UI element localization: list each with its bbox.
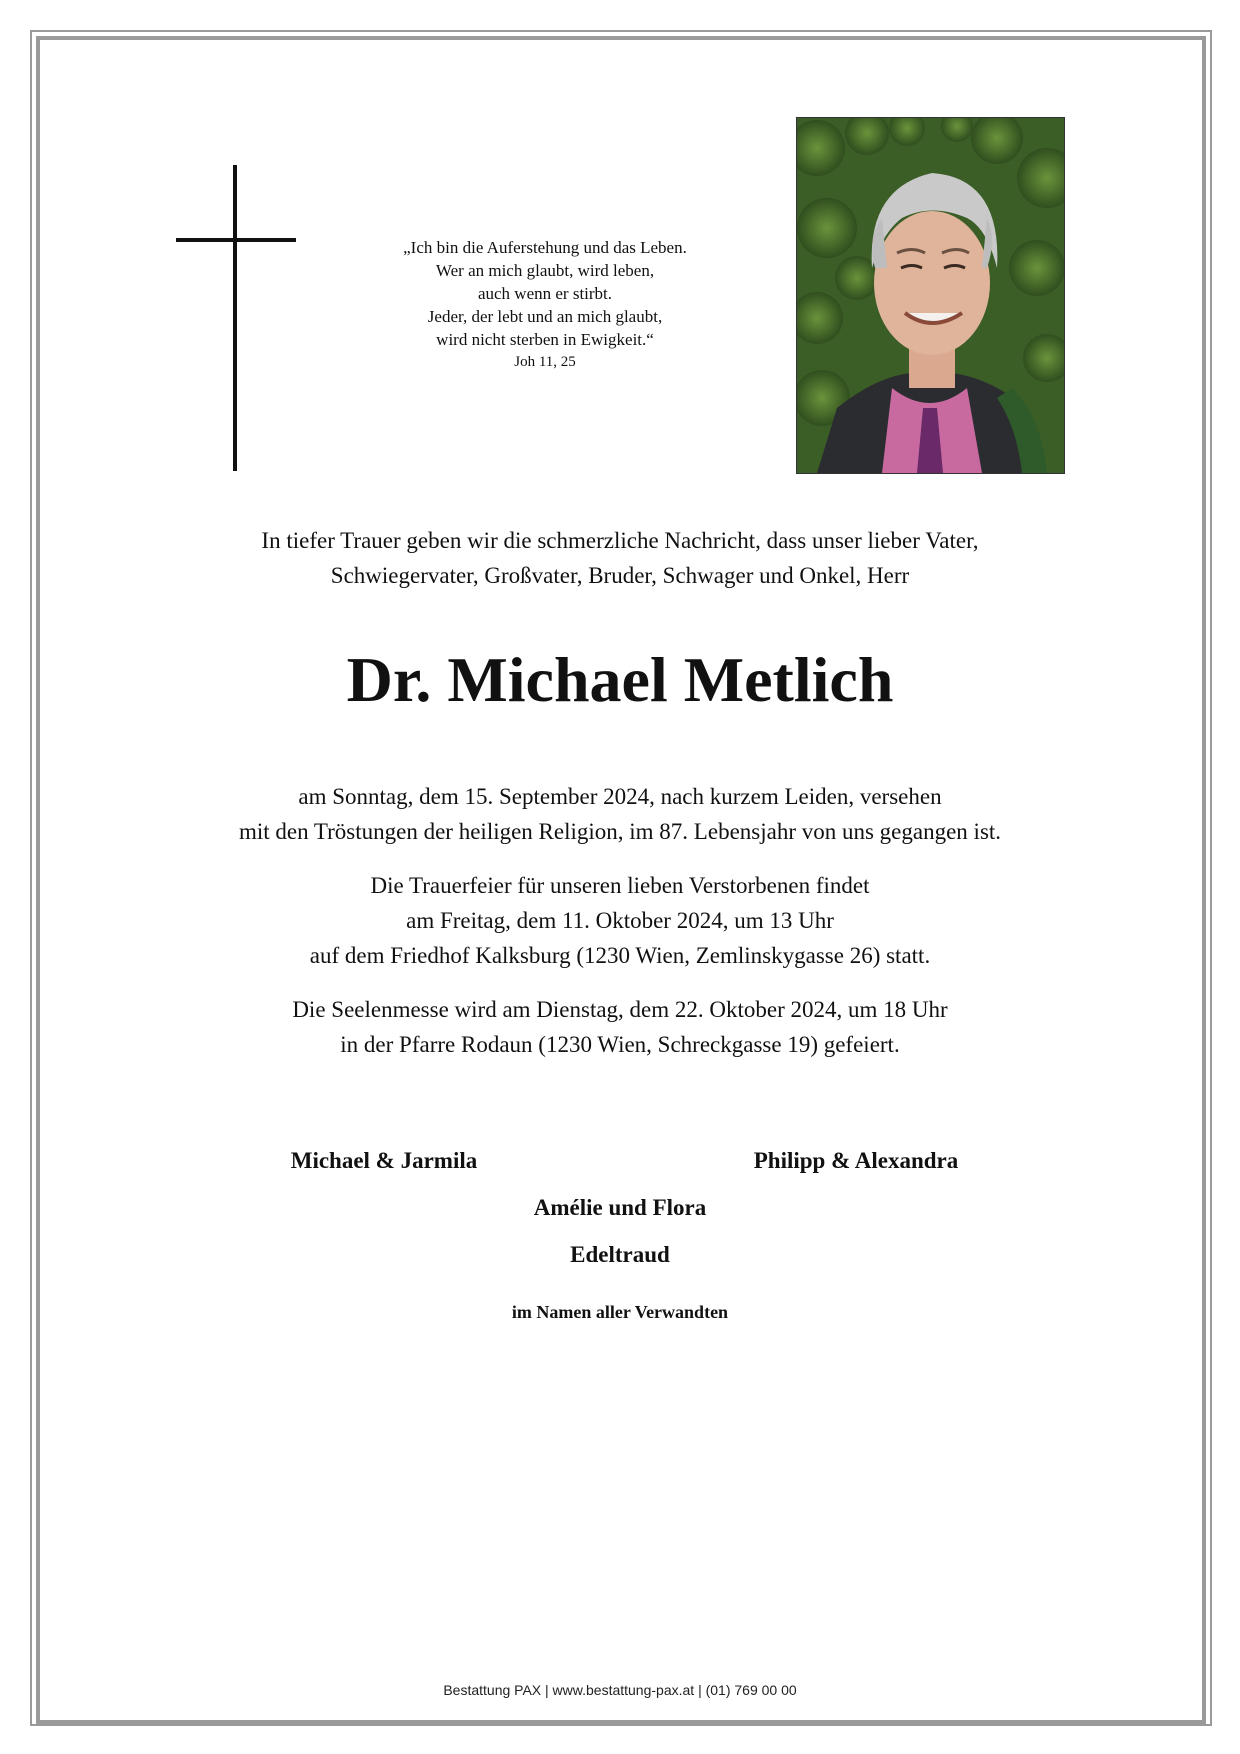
portrait-photo bbox=[796, 117, 1065, 474]
intro-line: Schwiegervater, Großvater, Bruder, Schwager und Onkel, Herr bbox=[330, 563, 910, 588]
death-notice-line: am Sonntag, dem 15. September 2024, nach kurzem Leiden, versehen bbox=[298, 784, 942, 809]
death-notice bbox=[140, 779, 1100, 849]
funeral-line: auf dem Friedhof Kalksburg (1230 Wien, Zemlinskygasse 26) statt. bbox=[309, 943, 931, 968]
verse-line: „Ich bin die Auferstehung und das Leben. bbox=[403, 238, 687, 257]
funeral-info bbox=[140, 868, 1100, 973]
verse-reference: Joh 11, 25 bbox=[514, 354, 576, 370]
verse-line: Wer an mich glaubt, wird leben, bbox=[435, 261, 655, 280]
funeral-line: am Freitag, dem 11. Oktober 2024, um 13 Uhr bbox=[406, 908, 834, 933]
relatives-note: im Namen aller Verwandten bbox=[511, 1302, 729, 1322]
verse-line: Jeder, der lebt und an mich glaubt, bbox=[427, 307, 663, 326]
family-right: Philipp & Alexandra bbox=[753, 1148, 959, 1173]
verse-line: auch wenn er stirbt. bbox=[477, 284, 613, 303]
death-notice-line: mit den Tröstungen der heiligen Religion, im 87. Lebensjahr von uns gegangen ist. bbox=[238, 819, 1002, 844]
bible-verse bbox=[345, 236, 745, 374]
intro-line: In tiefer Trauer geben wir die schmerzliche Nachricht, dass unser lieber Vater, bbox=[261, 528, 979, 553]
deceased-name: Dr. Michael Metlich bbox=[346, 644, 894, 715]
family-middle-2: Edeltraud bbox=[570, 1242, 670, 1267]
intro-text bbox=[140, 523, 1100, 593]
family-middle-1: Amélie und Flora bbox=[533, 1195, 707, 1220]
funeral-line: Die Trauerfeier für unseren lieben Verstorbenen findet bbox=[370, 873, 870, 898]
family-left: Michael & Jarmila bbox=[290, 1148, 478, 1173]
mass-info bbox=[140, 992, 1100, 1062]
cross-icon bbox=[176, 165, 296, 471]
verse-line: wird nicht sterben in Ewigkeit.“ bbox=[436, 330, 654, 349]
mass-line: Die Seelenmesse wird am Dienstag, dem 22. Oktober 2024, um 18 Uhr bbox=[292, 997, 948, 1022]
footer-contact: Bestattung PAX | www.bestattung-pax.at | (01) 769 00 00 bbox=[443, 1682, 797, 1698]
mass-line: in der Pfarre Rodaun (1230 Wien, Schreckgasse 19) gefeiert. bbox=[340, 1032, 900, 1057]
